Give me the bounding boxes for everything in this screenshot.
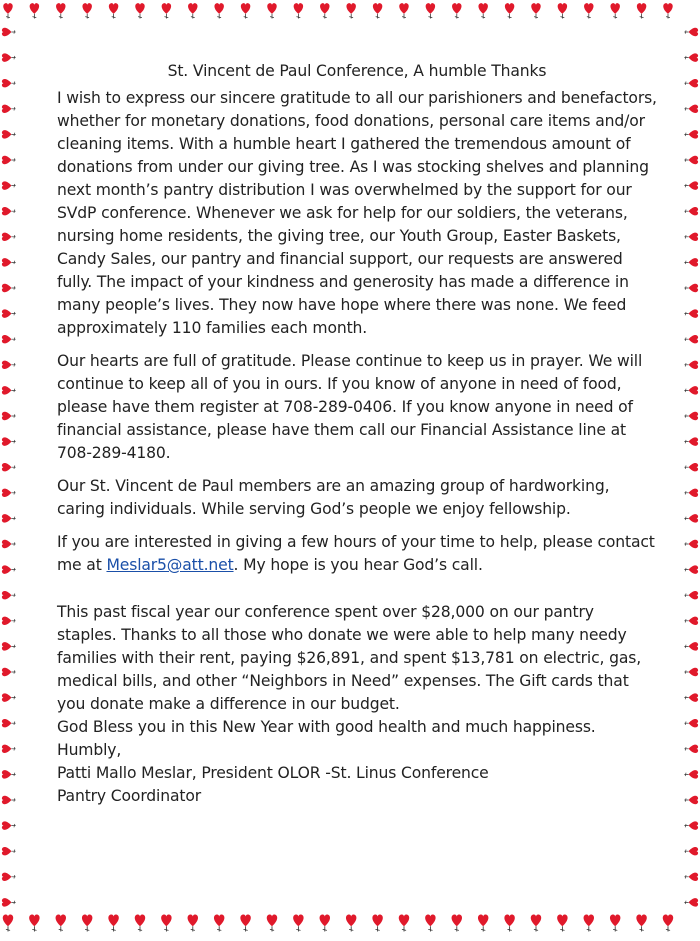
heart-icon bbox=[161, 914, 171, 931]
heart-icon bbox=[162, 3, 171, 18]
heart-icon bbox=[2, 463, 16, 471]
heart-icon bbox=[2, 617, 16, 625]
heart-icon bbox=[684, 642, 698, 650]
heart-icon bbox=[684, 437, 698, 445]
paragraph-members: Our St. Vincent de Paul members are an amazing group of hardworking, caring individuals. While serving God’s people we enjoy fellowship. bbox=[57, 477, 610, 518]
heart-icon bbox=[56, 914, 66, 931]
heart-icon bbox=[2, 796, 16, 804]
heart-icon bbox=[684, 898, 698, 906]
heart-icon bbox=[637, 3, 646, 18]
paragraph-fiscal-year: This past fiscal year our conference spent over $28,000 on our pantry staples. Thanks to all those who donate we were able to help many needy families with their rent, paying $26,891, and spent $13,781 on electric, gas, medical bills, and other “Neighbors in Need” expenses. The Gift cards that you donate make a difference in our budget. bbox=[57, 603, 642, 713]
heart-icon bbox=[663, 3, 672, 18]
heart-icon bbox=[2, 745, 16, 753]
paragraph-prayer-contacts: Our hearts are full of gratitude. Please continue to keep us in prayer. We will continue to keep all of you in ours. If you know of anyone in need of food, please have them register at 708-289-0406. If you know anyone in need of financial assistance, please have them call our Financial Assistance line at 708-289-4180. bbox=[57, 352, 643, 462]
heart-icon bbox=[2, 821, 16, 829]
heart-icon bbox=[267, 914, 277, 931]
heart-icon bbox=[663, 914, 673, 931]
heart-border-left bbox=[0, 24, 18, 910]
heart-icon bbox=[684, 335, 698, 343]
heart-icon bbox=[108, 914, 118, 931]
heart-icon bbox=[684, 130, 698, 138]
heart-icon bbox=[425, 914, 435, 931]
heart-icon bbox=[346, 914, 356, 931]
closing-line: Humbly, bbox=[57, 741, 122, 759]
heart-icon bbox=[531, 914, 541, 931]
heart-icon bbox=[2, 770, 16, 778]
heart-icon bbox=[452, 914, 462, 931]
heart-icon bbox=[2, 105, 16, 113]
heart-icon bbox=[478, 914, 488, 931]
heart-icon bbox=[2, 693, 16, 701]
heart-icon bbox=[684, 489, 698, 497]
email-link[interactable]: Meslar5@att.net bbox=[106, 556, 234, 574]
heart-icon bbox=[684, 565, 698, 573]
heart-icon bbox=[2, 898, 16, 906]
heart-icon bbox=[684, 181, 698, 189]
heart-icon bbox=[2, 335, 16, 343]
heart-icon bbox=[2, 53, 16, 61]
heart-icon bbox=[82, 914, 92, 931]
heart-icon bbox=[82, 3, 91, 18]
heart-icon bbox=[294, 3, 303, 18]
volunteer-text: If you are interested in giving a few hours of your time to help, please contact me at bbox=[57, 533, 655, 574]
heart-icon bbox=[684, 412, 698, 420]
heart-icon bbox=[3, 914, 13, 931]
heart-icon bbox=[56, 3, 65, 18]
heart-icon bbox=[684, 156, 698, 164]
heart-icon bbox=[3, 3, 12, 18]
heart-icon bbox=[320, 914, 330, 931]
heart-icon bbox=[399, 914, 409, 931]
heart-icon bbox=[2, 207, 16, 215]
heart-icon bbox=[293, 914, 303, 931]
heart-icon bbox=[684, 309, 698, 317]
heart-icon bbox=[505, 3, 514, 18]
heart-icon bbox=[684, 617, 698, 625]
heart-icon bbox=[135, 3, 144, 18]
heart-icon bbox=[557, 914, 567, 931]
heart-icon bbox=[684, 79, 698, 87]
heart-icon bbox=[478, 3, 487, 18]
heart-icon bbox=[2, 79, 16, 87]
heart-icon bbox=[584, 914, 594, 931]
heart-icon bbox=[531, 3, 540, 18]
heart-icon bbox=[684, 668, 698, 676]
heart-icon bbox=[2, 668, 16, 676]
heart-icon bbox=[2, 156, 16, 164]
heart-icon bbox=[109, 3, 118, 18]
heart-icon bbox=[2, 309, 16, 317]
heart-icon bbox=[684, 207, 698, 215]
heart-icon bbox=[684, 719, 698, 727]
heart-icon bbox=[610, 3, 619, 18]
heart-icon bbox=[214, 914, 224, 931]
heart-icon bbox=[684, 796, 698, 804]
heart-icon bbox=[372, 914, 382, 931]
heart-icon bbox=[2, 540, 16, 548]
heart-icon bbox=[684, 105, 698, 113]
heart-icon bbox=[2, 130, 16, 138]
heart-icon bbox=[684, 386, 698, 394]
heart-icon bbox=[2, 28, 16, 36]
heart-icon bbox=[188, 3, 197, 18]
heart-icon bbox=[2, 181, 16, 189]
heart-icon bbox=[2, 719, 16, 727]
volunteer-text-end: . My hope is you hear God’s call. bbox=[233, 556, 483, 574]
heart-icon bbox=[214, 3, 223, 18]
heart-icon bbox=[558, 3, 567, 18]
heart-icon bbox=[30, 3, 39, 18]
heart-icon bbox=[135, 914, 145, 931]
heart-border-top bbox=[0, 0, 700, 26]
heart-icon bbox=[2, 258, 16, 266]
heart-icon bbox=[240, 914, 250, 931]
heart-icon bbox=[2, 489, 16, 497]
heart-icon bbox=[684, 463, 698, 471]
heart-icon bbox=[426, 3, 435, 18]
heart-icon bbox=[684, 847, 698, 855]
signature-name: Patti Mallo Meslar, President OLOR -St. Linus Conference bbox=[57, 764, 489, 782]
heart-border-right bbox=[682, 24, 700, 910]
blessing-line: God Bless you in this New Year with good health and much happiness. bbox=[57, 718, 596, 736]
paragraph-gratitude: I wish to express our sincere gratitude to all our parishioners and benefactors, whether for monetary donations, food donations, personal care items and/or cleaning items. With a humble heart I gathered the tremendous amount of donations from under our giving tree. As I was stocking shelves and planning next month’s pantry distribution I was overwhelmed by the support for our SVdP conference. Whenever we ask for help for our soldiers, the veterans, nursing home residents, the giving tree, our Youth Group, Easter Baskets, Candy Sales, our pantry and financial support, our requests are answered fully. The impact of your kindness and generosity has made a difference in many people’s lives. They now have hope where there was none. We feed approximately 110 families each month. bbox=[57, 89, 657, 337]
heart-icon bbox=[684, 693, 698, 701]
heart-icon bbox=[29, 914, 39, 931]
heart-icon bbox=[684, 361, 698, 369]
paragraph-volunteer bbox=[57, 531, 657, 577]
signature-role: Pantry Coordinator bbox=[57, 787, 201, 805]
heart-icon bbox=[2, 642, 16, 650]
heart-icon bbox=[684, 745, 698, 753]
heart-icon bbox=[636, 914, 646, 931]
heart-icon bbox=[2, 437, 16, 445]
heart-icon bbox=[373, 3, 382, 18]
heart-icon bbox=[267, 3, 276, 18]
heart-icon bbox=[684, 540, 698, 548]
heart-icon bbox=[346, 3, 355, 18]
heart-icon bbox=[2, 873, 16, 881]
heart-icon bbox=[684, 514, 698, 522]
letter-title: St. Vincent de Paul Conference, A humble Thanks bbox=[167, 62, 547, 80]
heart-icon bbox=[684, 770, 698, 778]
heart-icon bbox=[2, 412, 16, 420]
heart-icon bbox=[684, 591, 698, 599]
heart-icon bbox=[2, 565, 16, 573]
heart-icon bbox=[2, 361, 16, 369]
heart-icon bbox=[504, 914, 514, 931]
heart-icon bbox=[684, 873, 698, 881]
heart-icon bbox=[320, 3, 329, 18]
heart-icon bbox=[2, 386, 16, 394]
closing-block bbox=[57, 601, 657, 808]
heart-icon bbox=[2, 233, 16, 241]
heart-icon bbox=[2, 591, 16, 599]
heart-icon bbox=[241, 3, 250, 18]
heart-icon bbox=[2, 284, 16, 292]
letter-body bbox=[57, 60, 657, 808]
heart-icon bbox=[684, 28, 698, 36]
heart-icon bbox=[684, 821, 698, 829]
heart-icon bbox=[684, 284, 698, 292]
heart-icon bbox=[2, 514, 16, 522]
heart-icon bbox=[684, 53, 698, 61]
heart-icon bbox=[399, 3, 408, 18]
heart-icon bbox=[188, 914, 198, 931]
heart-icon bbox=[610, 914, 620, 931]
heart-icon bbox=[584, 3, 593, 18]
heart-icon bbox=[684, 233, 698, 241]
heart-icon bbox=[2, 847, 16, 855]
heart-icon bbox=[452, 3, 461, 18]
heart-icon bbox=[684, 258, 698, 266]
heart-border-bottom bbox=[0, 908, 700, 941]
